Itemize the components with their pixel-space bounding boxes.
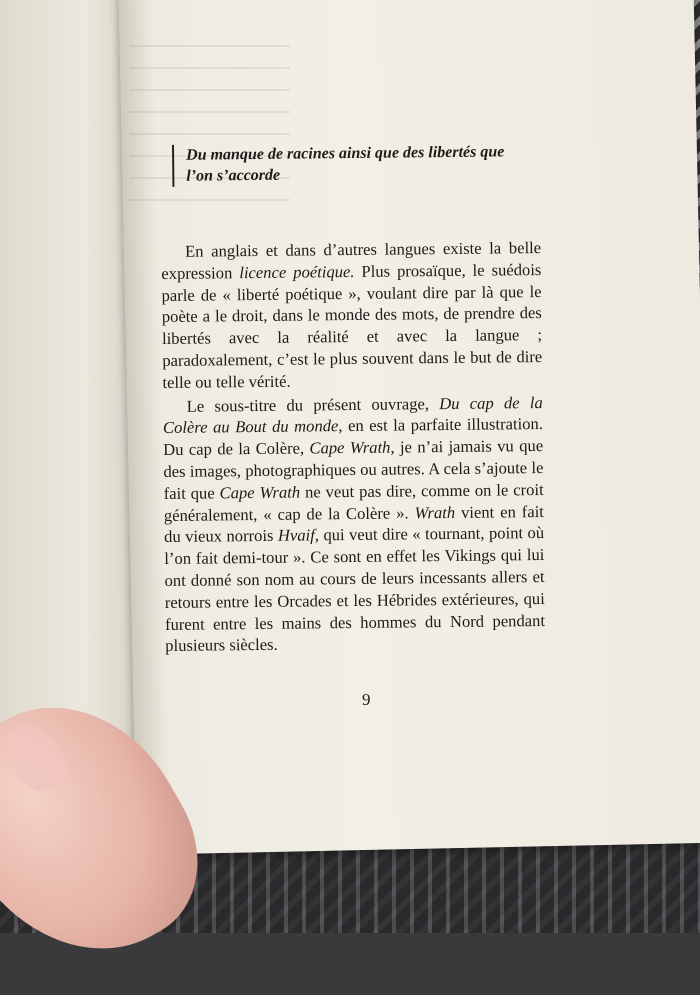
- paragraph-2-italic-2: Cape Wrath: [309, 437, 391, 458]
- page-number: 9: [362, 690, 371, 709]
- paragraph-1: [161, 237, 543, 394]
- paragraph-2-italic-4: Wrath: [414, 502, 456, 522]
- left-page: [0, 0, 135, 812]
- chapter-title: Du manque de racines ainsi que des libertés que l’on s’accorde: [172, 141, 516, 187]
- paragraph-2: [163, 392, 546, 658]
- page-content: [160, 141, 545, 657]
- paragraph-2-italic-5: Hvaif,: [277, 525, 320, 546]
- paragraph-1-text-2: Plus prosaïque, le suédois parle de « liberté poétique », voulant dire par là que le poète a le droit, dans le monde des mots, de prendre des libertés avec la réalité et avec la langue ; paradoxalement, c’est le plus souvent dans le but de dire telle ou telle vérité.: [161, 259, 543, 392]
- paragraph-2-text-6: qui veut dire « tournant, point où l’on fait demi-tour ». Ce sont en effet les Vikings qui lui ont donné son nom au cours de leurs incessants allers et retours entre les Orcades et les Hébrides extérieures, qui furent entre les mains des hommes du Nord pendant plusieurs siècles.: [164, 523, 546, 656]
- paragraph-1-italic-1: licence poétique.: [239, 261, 355, 282]
- paragraph-2-text-2: , en est la parfaite illustration. Du cap de la Colère,: [163, 414, 544, 460]
- paragraph-2-italic-1: Du cap de la Colère au Bout du monde: [162, 392, 543, 438]
- paragraph-1-text-1: En anglais et dans d’autres langues existe la belle expression: [161, 238, 542, 283]
- paragraph-2-text-3: , je n’ai jamais vu que des images, photographiques ou autres. A cela s’ajoute le fait que: [163, 436, 544, 503]
- paragraph-2-text-5: vient en fait du vieux norrois: [164, 501, 544, 547]
- paragraph-2-italic-3: Cape Wrath: [219, 482, 301, 503]
- paragraph-2-text-4: ne veut pas dire, comme on le croit généralement, « cap de la Colère ».: [163, 479, 544, 525]
- paragraph-2-text-1: Le sous-titre du présent ouvrage,: [186, 393, 440, 416]
